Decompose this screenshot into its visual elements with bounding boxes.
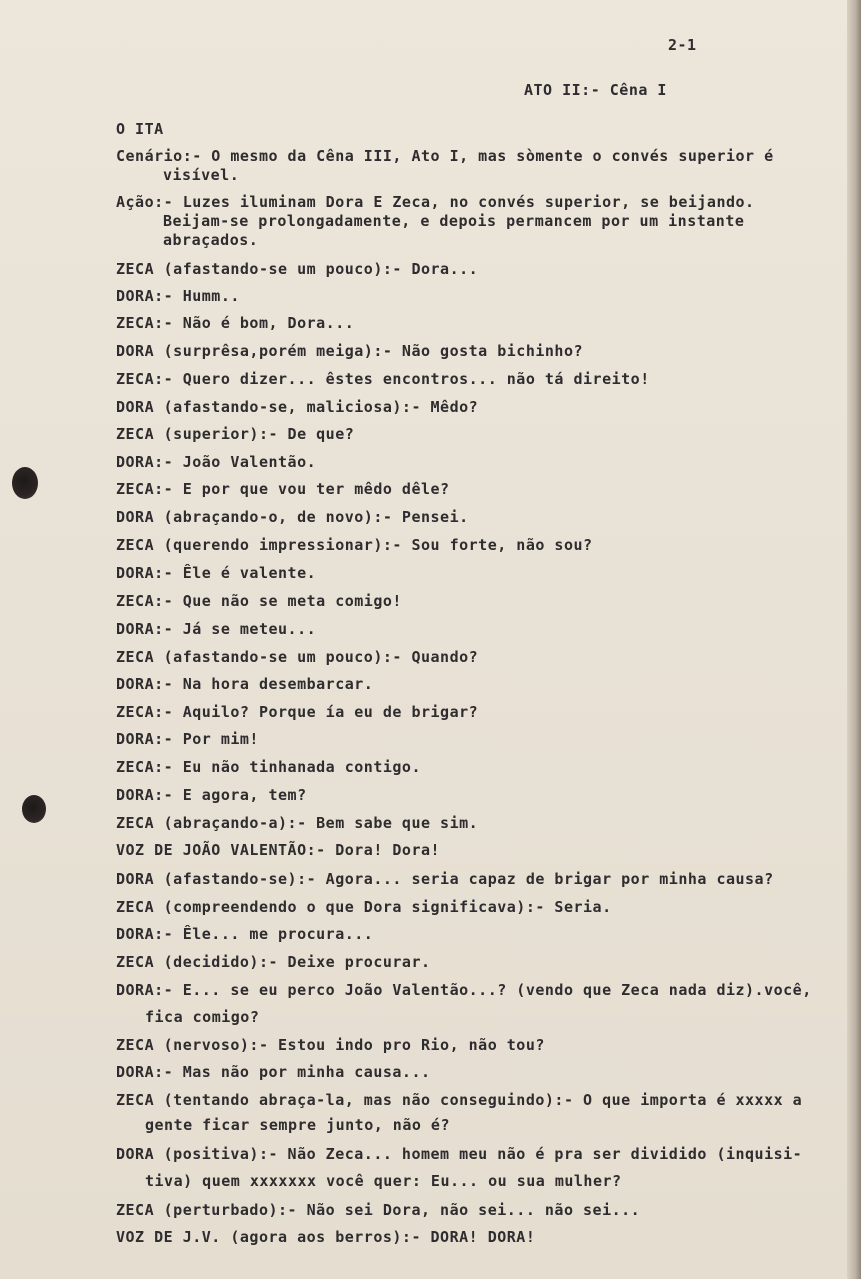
script-line: DORA:- Já se meteu... — [116, 620, 317, 638]
script-line: DORA:- Por mim! — [116, 730, 259, 748]
script-line: ZECA:- Aquilo? Porque ía eu de brigar? — [116, 703, 479, 721]
script-line: tiva) quem xxxxxxx você quer: Eu... ou sua mulher? — [145, 1172, 622, 1190]
script-line: ZECA (abraçando-a):- Bem sabe que sim. — [116, 814, 479, 832]
script-line: DORA:- Mas não por minha causa... — [116, 1063, 431, 1081]
punch-hole — [12, 467, 38, 499]
script-line: ZECA (perturbado):- Não sei Dora, não sei... não sei... — [116, 1201, 641, 1219]
script-line: VOZ DE J.V. (agora aos berros):- DORA! DORA! — [116, 1228, 536, 1246]
script-line: ZECA (nervoso):- Estou indo pro Rio, não tou? — [116, 1036, 545, 1054]
script-line: DORA:- Êle... me procura... — [116, 925, 374, 943]
play-title: O ITA — [116, 120, 164, 138]
script-line: gente ficar sempre junto, não é? — [145, 1116, 450, 1134]
script-line: VOZ DE JOÃO VALENTÃO:- Dora! Dora! — [116, 841, 441, 859]
script-line: DORA:- Êle é valente. — [116, 564, 317, 582]
script-line: ZECA:- Que não se meta comigo! — [116, 592, 402, 610]
script-line: DORA:- Na hora desembarcar. — [116, 675, 374, 693]
script-line: DORA (abraçando-o, de novo):- Pensei. — [116, 508, 469, 526]
script-line: ZECA (compreendendo o que Dora significava):- Seria. — [116, 898, 612, 916]
script-line: DORA (surprêsa,porém meiga):- Não gosta bichinho? — [116, 342, 584, 360]
script-line: ZECA:- Eu não tinhanada contigo. — [116, 758, 421, 776]
script-line: Cenário:- O mesmo da Cêna III, Ato I, mas sòmente o convés superior é — [116, 147, 774, 165]
script-line: ZECA (decidido):- Deixe procurar. — [116, 953, 431, 971]
script-line: ZECA:- E por que vou ter mêdo dêle? — [116, 480, 450, 498]
script-line: DORA:- E... se eu perco João Valentão...? (vendo que Zeca nada diz).você, — [116, 981, 812, 999]
script-line: DORA (afastando-se, maliciosa):- Mêdo? — [116, 398, 479, 416]
script-line: Ação:- Luzes iluminam Dora E Zeca, no convés superior, se beijando. — [116, 193, 755, 211]
script-line: Beijam-se prolongadamente, e depois permancem por um instante — [163, 212, 745, 230]
script-line: ZECA:- Quero dizer... êstes encontros... não tá direito! — [116, 370, 650, 388]
script-line: DORA:- João Valentão. — [116, 453, 317, 471]
script-line: DORA (afastando-se):- Agora... seria capaz de brigar por minha causa? — [116, 870, 774, 888]
script-line: abraçados. — [163, 231, 259, 249]
script-line: ZECA:- Não é bom, Dora... — [116, 314, 355, 332]
punch-hole — [22, 795, 46, 823]
act-heading: ATO II:- Cêna I — [524, 81, 667, 99]
script-line: visível. — [163, 166, 240, 184]
script-line: ZECA (afastando-se um pouco):- Dora... — [116, 260, 479, 278]
script-line: ZECA (querendo impressionar):- Sou forte, não sou? — [116, 536, 593, 554]
script-line: DORA:- E agora, tem? — [116, 786, 307, 804]
page-edge — [847, 0, 861, 1279]
page-number: 2-1 — [668, 36, 697, 54]
script-line: ZECA (superior):- De que? — [116, 425, 355, 443]
script-line: fica comigo? — [145, 1008, 260, 1026]
script-line: ZECA (afastando-se um pouco):- Quando? — [116, 648, 479, 666]
script-line: DORA:- Humm.. — [116, 287, 240, 305]
script-line: ZECA (tentando abraça-la, mas não conseguindo):- O que importa é xxxxx a — [116, 1091, 803, 1109]
script-line: DORA (positiva):- Não Zeca... homem meu não é pra ser dividido (inquisi- — [116, 1145, 803, 1163]
